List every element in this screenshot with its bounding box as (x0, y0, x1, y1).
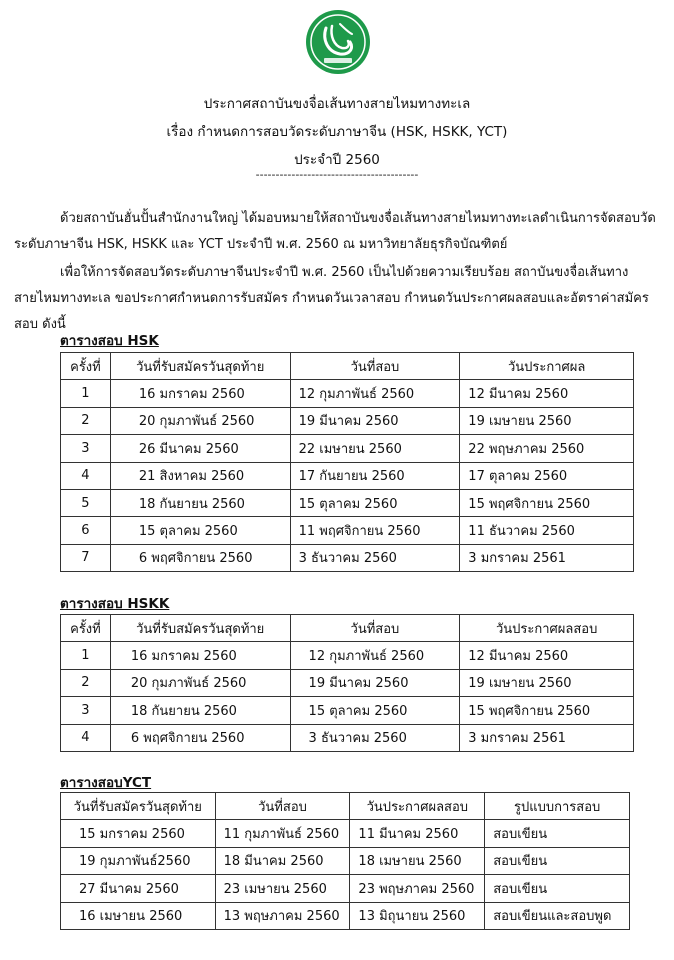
hsk-table-title: ตารางสอบ HSK (60, 333, 159, 349)
table-cell: 26 มีนาคม 2560 (110, 435, 290, 462)
hskk-table-title: ตารางสอบ HSKK (60, 596, 170, 612)
table-cell: 12 มีนาคม 2560 (460, 380, 634, 407)
table-cell: 2 (61, 669, 111, 696)
table-cell: 18 กันยายน 2560 (110, 697, 290, 724)
table-cell: 19 มีนาคม 2560 (290, 407, 460, 434)
table-cell: 3 ธันวาคม 2560 (290, 544, 460, 571)
column-header: รูปแบบการสอบ (485, 793, 630, 820)
table-cell: สอบเขียน (485, 820, 630, 847)
intro-paragraph-2: เพื่อให้การจัดสอบวัดระดับภาษาจีนประจำปี พ.ศ. 2560 เป็นไปด้วยความเรียบร้อย สถาบันขงจื่อเส้นทางสายไหมทางทะเล ขอประกาศกำหนดการรับสมัคร กำหนดวันเวลาสอบ กำหนดวันประกาศผลสอบและอัตราค่าสมัครสอบ ดังนี้ (14, 265, 649, 332)
table-cell: 2 (61, 407, 111, 434)
table-cell: 16 มกราคม 2560 (110, 642, 290, 669)
table-cell: 3 (61, 435, 111, 462)
table-cell: 19 มีนาคม 2560 (290, 669, 460, 696)
table-cell: 5 (61, 489, 111, 516)
table-cell: 4 (61, 462, 111, 489)
table-cell: 27 มีนาคม 2560 (61, 875, 216, 902)
table-cell: 3 มกราคม 2561 (460, 724, 634, 751)
table-cell: 18 เมษายน 2560 (350, 847, 485, 874)
yct-table (60, 792, 630, 930)
table-row (61, 847, 630, 874)
column-header: วันประกาศผลสอบ (460, 615, 634, 642)
table-cell: 12 กุมภาพันธ์ 2560 (290, 642, 460, 669)
announcement-subject: เรื่อง กำหนดการสอบวัดระดับภาษาจีน (HSK, HSKK, YCT) (166, 124, 508, 140)
announcement-year: ประจำปี 2560 (294, 152, 380, 168)
table-row (61, 489, 634, 516)
column-header: ครั้งที่ (61, 615, 111, 642)
table-row (61, 902, 630, 929)
table-cell: 15 ตุลาคม 2560 (290, 697, 460, 724)
table-row (61, 544, 634, 571)
table-cell: 1 (61, 642, 111, 669)
table-cell: 20 กุมภาพันธ์ 2560 (110, 407, 290, 434)
table-cell: 22 เมษายน 2560 (290, 435, 460, 462)
table-cell: 19 เมษายน 2560 (460, 407, 634, 434)
table-cell: 12 มีนาคม 2560 (460, 642, 634, 669)
table-cell: 18 กันยายน 2560 (110, 489, 290, 516)
institute-logo-icon (304, 8, 372, 76)
table-row (61, 642, 634, 669)
table-cell: 19 กุมภาพันธ์2560 (61, 847, 216, 874)
yct-table-title: ตารางสอบYCT (60, 775, 152, 791)
table-cell: 11 ธันวาคม 2560 (460, 517, 634, 544)
table-row (61, 669, 634, 696)
table-cell: สอบเขียน (485, 875, 630, 902)
table-cell: 1 (61, 380, 111, 407)
table-cell: 20 กุมภาพันธ์ 2560 (110, 669, 290, 696)
table-row (61, 820, 630, 847)
table-cell: 16 มกราคม 2560 (110, 380, 290, 407)
table-cell: 23 พฤษภาคม 2560 (350, 875, 485, 902)
table-row (61, 435, 634, 462)
table-cell: สอบเขียนและสอบพูด (485, 902, 630, 929)
table-cell: 15 พฤศจิกายน 2560 (460, 697, 634, 724)
column-header: วันที่รับสมัครวันสุดท้าย (110, 615, 290, 642)
table-row (61, 724, 634, 751)
table-cell: 21 สิงหาคม 2560 (110, 462, 290, 489)
table-cell: 15 มกราคม 2560 (61, 820, 216, 847)
column-header: วันที่รับสมัครวันสุดท้าย (110, 353, 290, 380)
table-cell: 23 เมษายน 2560 (215, 875, 350, 902)
table-cell: 7 (61, 544, 111, 571)
table-cell: 6 พฤศจิกายน 2560 (110, 544, 290, 571)
table-row (61, 875, 630, 902)
table-header-row (61, 615, 634, 642)
hskk-table (60, 614, 634, 752)
table-cell: 12 กุมภาพันธ์ 2560 (290, 380, 460, 407)
table-cell: 11 มีนาคม 2560 (350, 820, 485, 847)
table-row (61, 380, 634, 407)
table-header-row (61, 793, 630, 820)
table-cell: 18 มีนาคม 2560 (215, 847, 350, 874)
column-header: ครั้งที่ (61, 353, 111, 380)
table-cell: 11 กุมภาพันธ์ 2560 (215, 820, 350, 847)
table-row (61, 517, 634, 544)
table-cell: 6 พฤศจิกายน 2560 (110, 724, 290, 751)
table-cell: 6 (61, 517, 111, 544)
table-cell: 16 เมษายน 2560 (61, 902, 216, 929)
table-cell: 13 มิถุนายน 2560 (350, 902, 485, 929)
column-header: วันที่สอบ (215, 793, 350, 820)
announcement-title: ประกาศสถาบันขงจื่อเส้นทางสายไหมทางทะเล (203, 96, 471, 112)
table-cell: 22 พฤษภาคม 2560 (460, 435, 634, 462)
table-row (61, 407, 634, 434)
table-cell: 3 ธันวาคม 2560 (290, 724, 460, 751)
column-header: วันที่สอบ (290, 615, 460, 642)
column-header: วันประกาศผล (460, 353, 634, 380)
table-cell: 4 (61, 724, 111, 751)
hsk-table (60, 352, 634, 572)
table-cell: 15 ตุลาคม 2560 (110, 517, 290, 544)
table-cell: 3 (61, 697, 111, 724)
table-header-row (61, 353, 634, 380)
table-cell: 15 พฤศจิกายน 2560 (460, 489, 634, 516)
header-divider: ----------------------------------------- (255, 168, 419, 181)
table-cell: 17 กันยายน 2560 (290, 462, 460, 489)
table-cell: 11 พฤศจิกายน 2560 (290, 517, 460, 544)
intro-paragraph-1: ด้วยสถาบันฮั่นปั้นสำนักงานใหญ่ ได้มอบหมายให้สถาบันขงจื่อเส้นทางสายไหมทางทะเลดำเนินการจัดสอบวัดระดับภาษาจีน HSK, HSKK และ YCT ประจำปี พ.ศ. 2560 ณ มหาวิทยาลัยธุรกิจบัณฑิตย์ (14, 211, 656, 252)
table-row (61, 697, 634, 724)
table-cell: 19 เมษายน 2560 (460, 669, 634, 696)
table-row (61, 462, 634, 489)
table-cell: 13 พฤษภาคม 2560 (215, 902, 350, 929)
column-header: วันประกาศผลสอบ (350, 793, 485, 820)
table-cell: 3 มกราคม 2561 (460, 544, 634, 571)
table-cell: 15 ตุลาคม 2560 (290, 489, 460, 516)
table-cell: สอบเขียน (485, 847, 630, 874)
table-cell: 17 ตุลาคม 2560 (460, 462, 634, 489)
column-header: วันที่รับสมัครวันสุดท้าย (61, 793, 216, 820)
column-header: วันที่สอบ (290, 353, 460, 380)
